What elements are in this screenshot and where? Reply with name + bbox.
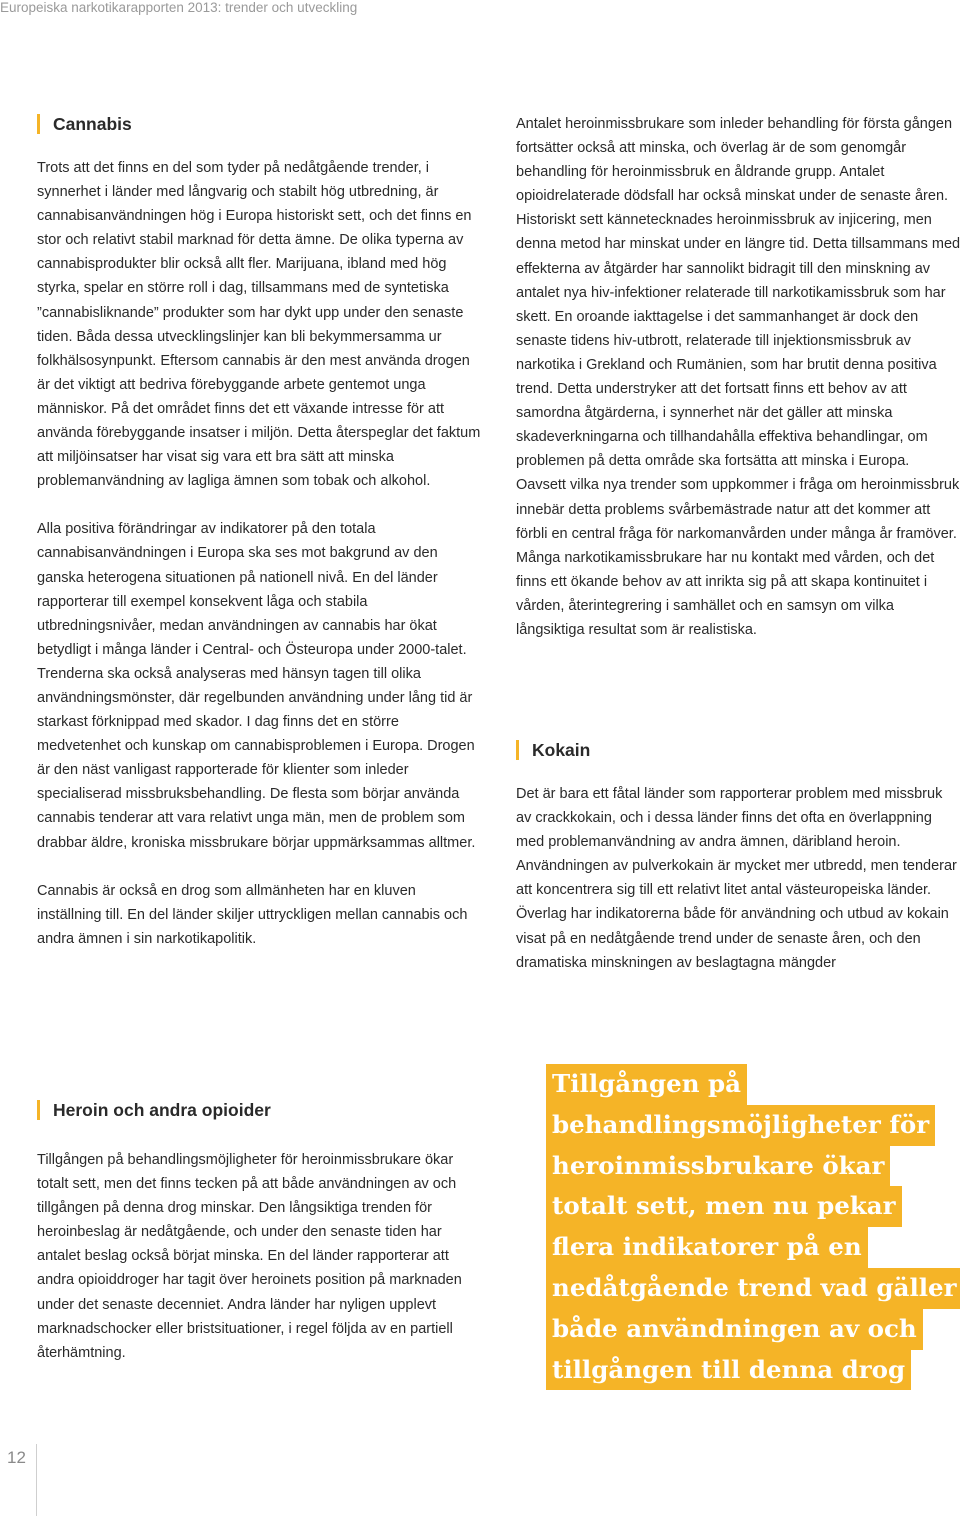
page-number: 12 — [7, 1448, 26, 1467]
pull-quote-line: flera indikatorer på en — [546, 1227, 868, 1268]
heroin-paragraph: Tillgången på behandlingsmöjligheter för heroinmissbrukare ökar totalt sett, men det finns tecken på att både användningen av och tillgången på denna drog minskar. Den långsiktiga trenden för heroinbeslag är nedåtgående, och under den senaste tiden har antalet beslag också börjat minska. En del länder rapporterar att andra opioiddroger har tagit över heroinets position på marknaden under det senaste decenniet. Andra länder har nyligen upplevt marknadschocker eller bristsituationer, i regel följda av en partiell återhämtning. — [37, 1152, 462, 1361]
running-header: Europeiska narkotikarapporten 2013: trender och utveckling — [0, 0, 358, 15]
right-column — [516, 112, 960, 666]
kokain-heading: Kokain — [516, 738, 960, 762]
heroin-continued-paragraph: Antalet heroinmissbrukare som inleder behandling för första gången fortsätter också att minska, och överlag är de som genomgår behandling för heroinmissbruk en åldrande grupp. Antalet opioidrelaterade dödsfall har också minskat under de senaste åren. Historiskt sett kännetecknades heroinmissbruk av injicering, men denna metod har minskat under en längre tid. Detta tillsammans med effekterna av åtgärder har sannolikt bidragit till den minskning av antalet nya hiv-infektioner relaterade till narkotikamissbruk som har skett. En oroande iakttagelse i det sammanhanget är dock den senaste tidens hiv-utbrott, relaterade till injektionsmissbruk av narkotika i Grekland och Rumänien, som har brutit denna positiva trend. Detta understryker att det fortsatt finns ett behov av att samordna åtgärderna, i synnerhet när det gäller att minska skadeverkningarna och tillhandahålla effektiva behandlingar, om problemen på detta område ska fortsätta att minska i Europa. Oavsett vilka nya trender som uppkommer i fråga om heroinmissbruk innebär detta problems svårbemästrade natur att det kommer att förbli en central fråga för narkomanvården under många år framöver. Många narkotikamissbrukare har nu kontakt med vården, och det finns ett ökande behov av att inrikta sig på att skapa kontinuitet i vården, återintegrering i samhället och en samsyn om vilka långsiktiga resultat som är realistiska. — [516, 116, 960, 638]
cannabis-paragraph-2: Alla positiva förändringar av indikatorer på den totala cannabisanvändningen i Europa ska ses mot bakgrund av den ganska heterogena situationen på nationell nivå. En del länder rapporterar till exempel konsekvent låga och stabila utbredningsnivåer, medan användningen av cannabis har ökat betydligt i många länder i Central- och Östeuropa under 2000-talet. Trenderna ska också analyseras med hänsyn tagen till olika användningsmönster, där regelbunden användning under lång tid är starkast förknippad med skador. I dag finns det en större medvetenhet och kunskap om cannabisproblemen i Europa. Drogen är den näst vanligast rapporterade för klienter som inleder specialiserad missbruksbehandling. De flesta som börjar använda cannabis tenderar att vara relativt unga män, men de problem som drabbar äldre, kroniska missbrukare börjar uppmärksammas alltmer. — [37, 521, 476, 851]
kokain-paragraph: Det är bara ett fåtal länder som rapporterar problem med missbruk av crackkokain, och i dessa länder finns det ofta en överlappning med problemanvändning av andra ämnen, däribland heroin. Användningen av pulverkokain är mycket mer utbredd, men tenderar att koncentrera sig till ett relativt litet antal västeuropeiska länder. Överlag har indikatorerna både för användning och utbud av kokain visat på en nedåtgående trend under de senaste åren, och den dramatiska minskningen av beslagtagna mängder — [516, 786, 957, 971]
left-column — [37, 112, 482, 975]
pull-quote-line: behandlingsmöjligheter för — [546, 1105, 935, 1146]
pull-quote-line: tillgången till denna drog — [546, 1350, 911, 1391]
page-number-divider — [36, 1444, 37, 1516]
pull-quote-line: nedåtgående trend vad gäller — [546, 1268, 960, 1309]
cannabis-paragraph-3: Cannabis är också en drog som allmänheten har en kluven inställning till. En del länder skiljer uttryckligen mellan cannabis och andra ämnen i sin narkotikapolitik. — [37, 882, 468, 947]
cannabis-paragraph-1: Trots att det finns en del som tyder på nedåtgående trender, i synnerhet i länder med långvarig och stabilt hög utbredning, är cannabisanvändningen hög i Europa historiskt sett, och det finns en stor och relativt stabil marknad för detta ämne. De olika typerna av cannabisprodukter blir också allt fler. Marijuana, ibland med hög styrka, spelar en större roll i dag, tillsammans med de syntetiska ”cannabisliknande” produkter som har dykt upp under den senaste tiden. Båda dessa utvecklingslinjer kan bli bekymmersamma ur folkhälsosynpunkt. Eftersom cannabis är den mest använda drogen är det viktigt att bedriva förebyggande arbete gentemot unga människor. På det området finns det ett växande intresse för att använda förebyggande insatser i miljön. Detta återspeglar det faktum att miljöinsatser har visat sig vara ett bra sätt att minska problemanvändning av lagliga ämnen som tobak och alkohol. — [37, 160, 481, 490]
pull-quote-line: heroinmissbrukare ökar — [546, 1146, 890, 1187]
cannabis-heading: Cannabis — [37, 112, 482, 136]
pull-quote — [546, 1064, 956, 1390]
pull-quote-line: totalt sett, men nu pekar — [546, 1186, 902, 1227]
kokain-section — [516, 738, 960, 999]
heroin-body — [37, 1148, 482, 1389]
pull-quote-line: Tillgången på — [546, 1064, 747, 1105]
heroin-section — [37, 1098, 482, 1142]
pull-quote-line: både användningen av och — [546, 1309, 923, 1350]
heroin-heading: Heroin och andra opioider — [37, 1098, 482, 1122]
